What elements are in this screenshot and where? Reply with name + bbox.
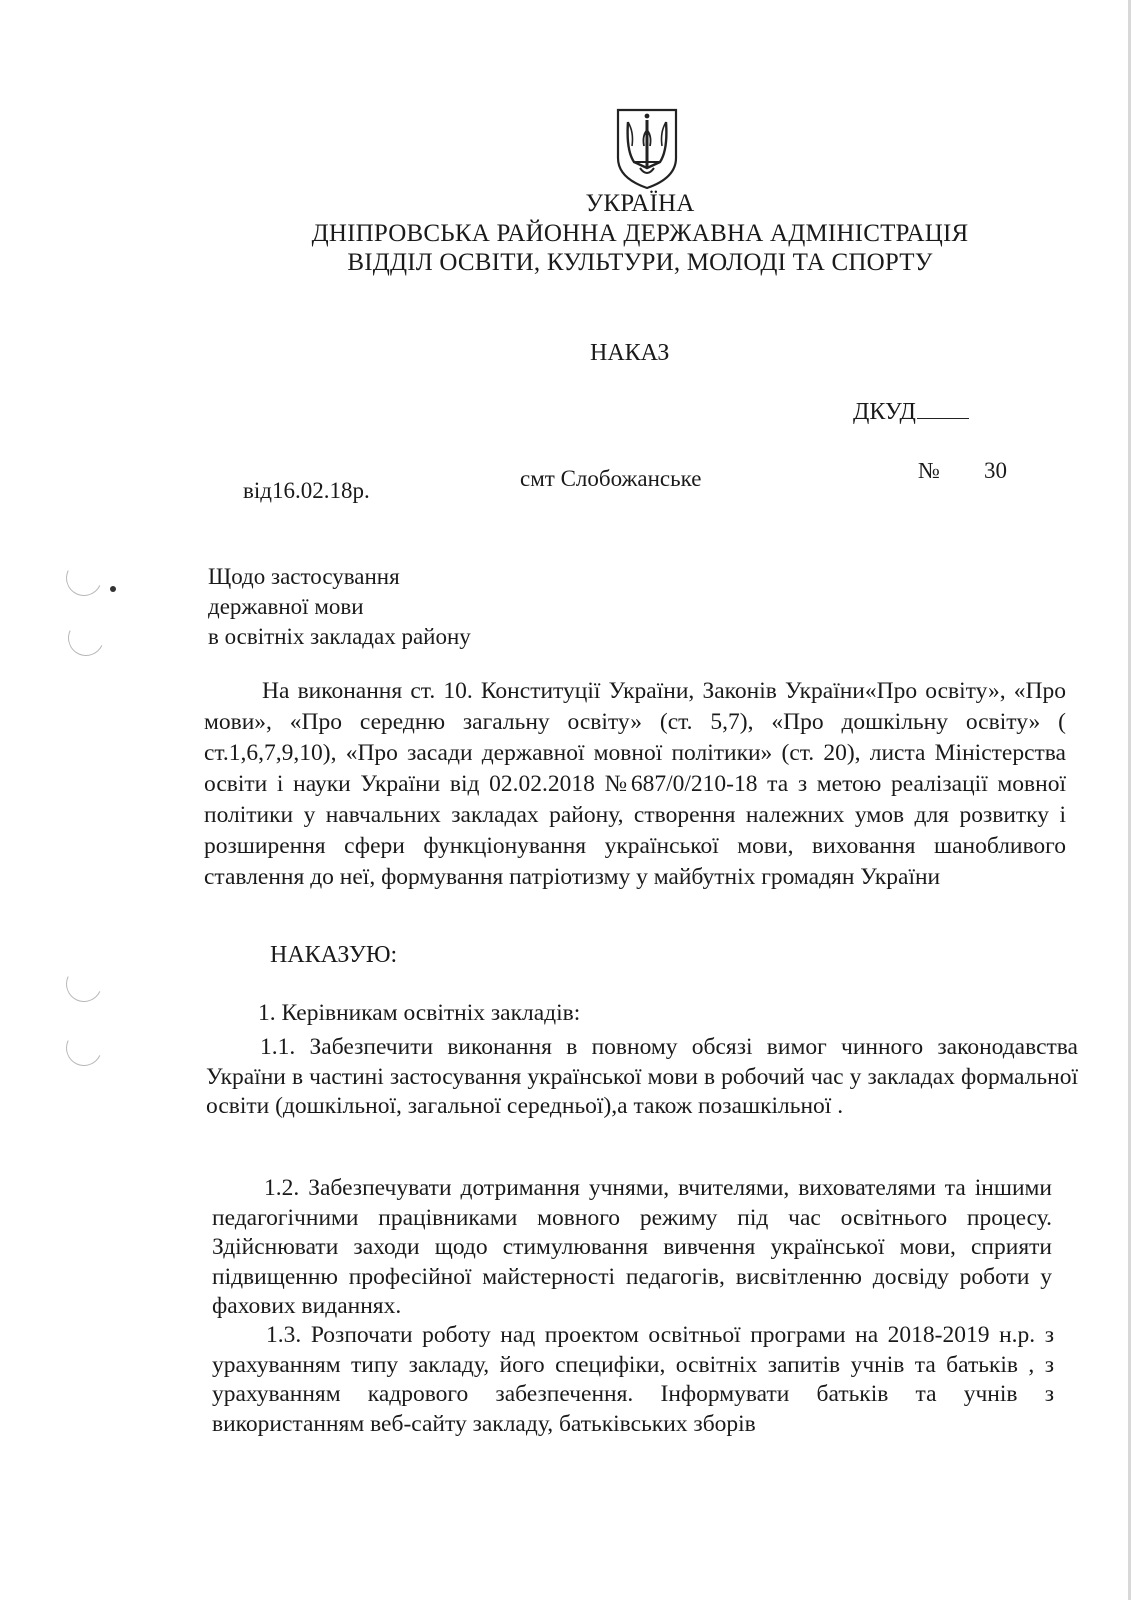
document-date: від16.02.18р.	[243, 478, 370, 503]
order-word: НАКАЗУЮ:	[270, 942, 398, 968]
header-department: ВІДДІЛ ОСВІТИ, КУЛЬТУРИ, МОЛОДІ ТА СПОРТУ	[347, 249, 933, 276]
trident-coat-of-arms-icon	[614, 106, 680, 190]
document-place: смт Слобожанське	[520, 466, 702, 491]
dkud-field	[853, 398, 969, 426]
subject-line: державної мови	[208, 594, 364, 619]
order-item-1-3: 1.3. Розпочати роботу над проектом освітньої програми на 2018-2019 н.р. з урахуванням типу закладу, його специфіки, освітніх запитів учнів та батьків , з урахуванням кадрового забезпечення. Інформувати батьків та учнів з використанням веб-сайту закладу, батьківських зборів	[212, 1322, 1054, 1437]
document-number: 30	[984, 458, 1007, 483]
header-administration: ДНІПРОВСЬКА РАЙОННА ДЕРЖАВНА АДМІНІСТРАЦІЯ	[311, 220, 969, 247]
intro-paragraph: На виконання ст. 10. Конституції України, Законів України«Про освіту», «Про мови», «Про середню загальну освіту» (ст. 5,7), «Про дошкільну освіту» ( ст.1,6,7,9,10), «Про засади державної мовної політики» (ст. 20), листа Міністерства освіти і науки України від 02.02.2018 №687/0/210-18 та з метою реалізації мовної політики у навчальних закладах району, створення належних умов для розвитку і розширення сфери функціонування української мови, виховання шанобливого ставлення до неї, формування патріотизму у майбутніх громадян України	[204, 678, 1066, 890]
punch-hole-mark	[63, 615, 109, 661]
order-item-1: 1. Керівникам освітніх закладів:	[258, 1000, 581, 1026]
header-country: УКРАЇНА	[585, 190, 695, 217]
dkud-label: ДКУД	[853, 399, 916, 425]
number-label: №	[918, 458, 940, 483]
order-item-1-1: 1.1. Забезпечити виконання в повному обсязі вимог чинного законодавства України в частині застосування української мови в робочий час у закладах формальної освіти (дошкільної, загальної середньої),а також позашкільної .	[206, 1034, 1078, 1119]
subject-line: Щодо застосування	[208, 564, 400, 589]
order-subject	[208, 562, 471, 652]
punch-hole-mark	[61, 961, 107, 1007]
punch-hole-mark	[61, 1025, 107, 1071]
dkud-blank-line	[917, 398, 969, 419]
subject-line: в освітніх закладах району	[208, 624, 471, 649]
order-item-1-2: 1.2. Забезпечувати дотримання учнями, вчителями, вихователями та іншими педагогічними працівниками мовного режиму під час освітнього процесу. Здійснювати заходи щодо стимулювання вивчення української мови, сприяти підвищенню професійної майстерності педагогів, висвітленню досвіду роботи у фахових виданнях.	[212, 1175, 1052, 1319]
punch-hole-mark	[61, 555, 107, 601]
document-type: НАКАЗ	[590, 340, 670, 366]
ink-dot	[110, 586, 116, 592]
